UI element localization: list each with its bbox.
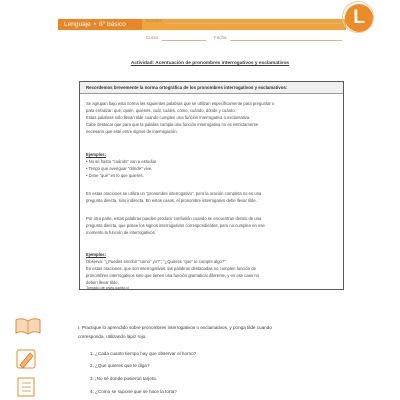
paragraph-line: para enfatizar: qué, quién, quiénes, cuál, cuáles, cómo, cuándo, dónde y cuánto. <box>86 108 236 113</box>
rule-box-title: Recordemos brevemente la norma ortográfica de los pronombres interrogativos y exclamativos: <box>86 85 288 90</box>
paragraph-line: Por otra parte, estas palabras pueden producir confusión cuando se encuentran dentro de una <box>86 216 262 221</box>
activity-title: Actividad: Acentuación de pronombres interrogativos y exclamativos <box>130 61 290 66</box>
name-line[interactable] <box>164 23 342 24</box>
exercise-item: 3. ¡No sé donde pusieron tarjeta. <box>90 376 157 381</box>
subject-grade <box>64 19 126 30</box>
example-line: • Dime "qué" es lo que quieres. <box>86 173 144 178</box>
exercise-instruction: I. Practique lo aprendido sobre pronombres interrogativos o exclamativos, y ponga tilde cuando <box>78 325 272 330</box>
subject-label: Lenguaje <box>64 21 91 28</box>
date-line[interactable] <box>230 40 342 41</box>
example-line: • No sé hasta "cuándo" van a estudiar. <box>86 159 158 164</box>
course-label: Curso <box>146 35 159 40</box>
header-band <box>58 10 346 42</box>
source-note: Tomado de www.icarito.cl <box>86 286 129 290</box>
examples-heading: Ejemplos: <box>86 252 107 257</box>
paragraph-line: Se agrupan bajo esta norma las siguientes palabras que se utilizan específicamente para preguntar o <box>86 101 275 106</box>
rule-box <box>79 81 344 290</box>
paragraph-line: Estas palabras sólo llevan tilde cuando cumplen una función interrogativa o exclamativa. <box>86 115 251 120</box>
badge-letter: L <box>353 7 365 28</box>
paragraph-line: En estas oraciones se utiliza un "pronombre interrogativo", pero la oración completa no es una <box>86 191 262 196</box>
rule-box-header <box>80 82 343 94</box>
date-label: Fecha <box>214 35 227 40</box>
examples-heading: Ejemplos: <box>86 152 107 157</box>
notebook-icon <box>15 376 39 398</box>
exercise-item: 1. ¿Cada cuanto tiempo hay que observar el horno? <box>90 351 197 356</box>
paragraph-line: Cabe destacar que para que la palabra cumpla una función interrogativa no es estrictamente <box>86 122 259 127</box>
name-label: Nombre <box>146 18 163 23</box>
grade-label: 8° básico <box>99 21 126 28</box>
paragraph-line: necesario que esté entre signos de interrogación. <box>86 129 178 134</box>
paragraph-line: pregunta directa, que posee los signos interrogativos correspondientes, pero no cumplen en ese <box>86 223 265 228</box>
subject-badge <box>345 4 373 32</box>
example-line: • Tengo que averiguar "dónde" vive. <box>86 166 153 171</box>
open-book-icon <box>13 316 43 336</box>
paragraph-line: En estas oraciones, que son interrogativas, las palabras destacadas no cumplen función de <box>86 266 256 271</box>
course-line[interactable] <box>162 40 206 41</box>
paragraph-line: deben llevar tilde. <box>86 280 119 285</box>
paragraph-line: pregunta directa, sino indirecta. En estos casos, el pronombre interrogativo debe llevar tilde. <box>86 198 257 203</box>
pencil-icon <box>15 348 39 370</box>
exercise-item: 2. ¿Que quieres que te diga? <box>90 363 150 368</box>
exercise-item: 4. ¿Como se supone que se hace la torta? <box>90 389 177 394</box>
example-line: Observa: "¿Puedes escribir "como" yo?"; "¿Quieres "que" te compre algo?" <box>86 259 226 264</box>
paragraph-line: pronombres interrogativos sino que tienen una función gramatical diferente, y en ese caso no <box>86 273 259 278</box>
paragraph-line: momento la función de interrogativos. <box>86 230 156 235</box>
separator-dot: • <box>93 21 97 28</box>
exercise-instruction: corresponda, utilizando lápiz rojo. <box>78 334 147 339</box>
